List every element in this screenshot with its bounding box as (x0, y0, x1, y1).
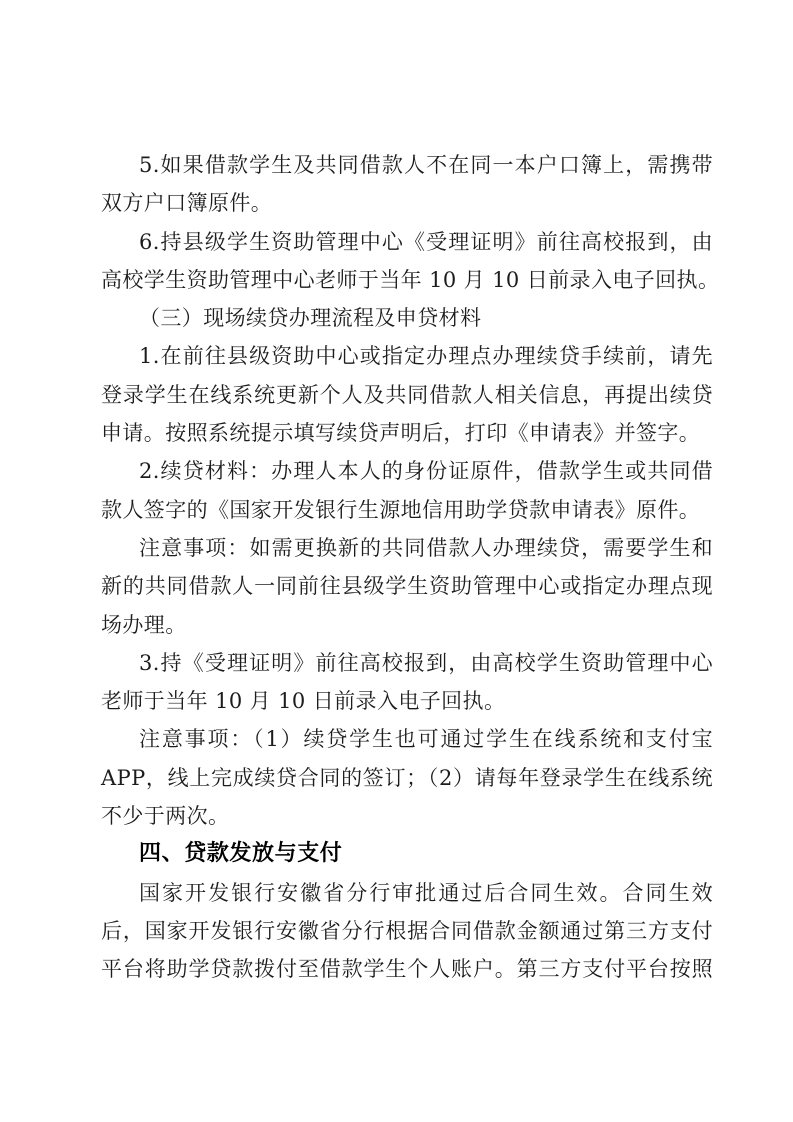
text-line: 场办理。 (101, 612, 187, 637)
text-line: 1.在前往县级资助中心或指定办理点办理续贷手续前，请先 (139, 344, 713, 369)
section-heading: 四、贷款发放与支付 (139, 841, 343, 867)
text-line: 老师于当年 10 月 10 日前录入电子回执。 (101, 689, 506, 714)
text-line: 国家开发银行安徽省分行审批通过后合同生效。合同生效 (139, 880, 713, 905)
text-line: 注意事项：如需更换新的共同借款人办理续贷，需要学生和 (139, 535, 713, 560)
text-line: 后，国家开发银行安徽省分行根据合同借款金额通过第三方支付 (101, 918, 713, 943)
text-line: 高校学生资助管理中心老师于当年 10 月 10 日前录入电子回执。 (101, 267, 720, 292)
text-line: 6.持县级学生资助管理中心《受理证明》前往高校报到，由 (139, 229, 713, 254)
text-line: 新的共同借款人一同前往县级学生资助管理中心或指定办理点现 (101, 574, 713, 599)
text-line: 款人签字的《国家开发银行生源地信用助学贷款申请表》原件。 (101, 497, 701, 522)
text-line: 平台将助学贷款拨付至借款学生个人账户。第三方支付平台按照 (101, 957, 713, 982)
text-line: 注意事项：（1）续贷学生也可通过学生在线系统和支付宝 (139, 727, 713, 752)
text-line: 3.持《受理证明》前往高校报到，由高校学生资助管理中心 (139, 650, 713, 675)
text-line: 2.续贷材料：办理人本人的身份证原件，借款学生或共同借 (139, 459, 713, 484)
text-line: 5.如果借款学生及共同借款人不在同一本户口簿上，需携带 (139, 153, 713, 177)
text-line: 不少于两次。 (101, 804, 230, 829)
text-line: 登录学生在线系统更新个人及共同借款人相关信息，再提出续贷 (101, 382, 713, 407)
text-line: 申请。按照系统提示填写续贷声明后，打印《申请表》并签字。 (101, 421, 701, 446)
text-line: APP，线上完成续贷合同的签订；（2）请每年登录学生在线系统 (101, 765, 713, 790)
text-line: 双方户口簿原件。 (101, 191, 273, 216)
text-line: （三）现场续贷办理流程及申贷材料 (139, 306, 482, 331)
document-content (101, 146, 720, 989)
